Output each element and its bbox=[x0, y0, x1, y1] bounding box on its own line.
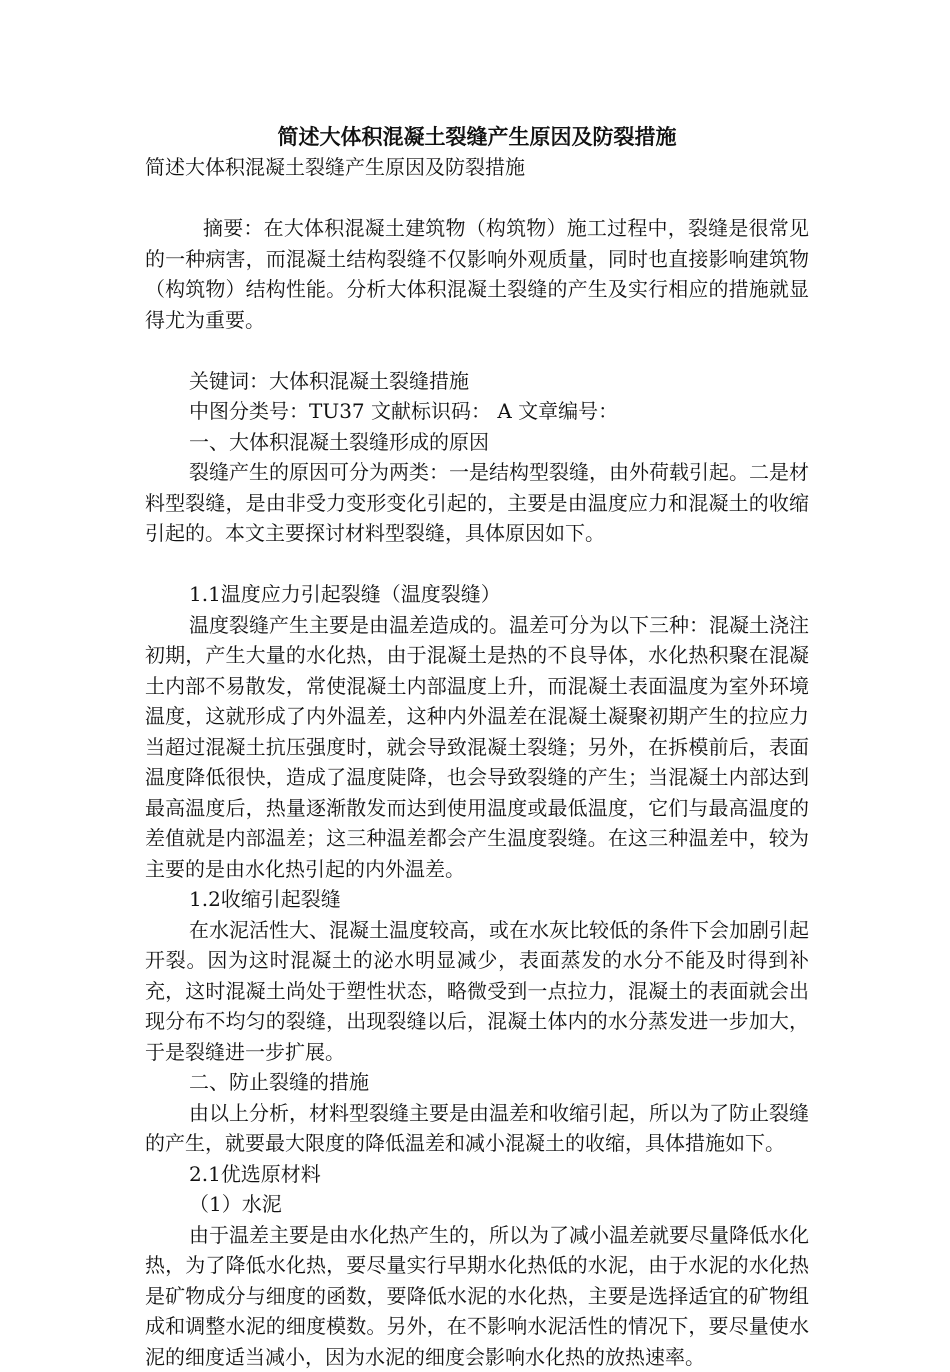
subsection-2-1-heading: 2.1优选原材料 bbox=[145, 1159, 809, 1190]
spacer bbox=[145, 183, 809, 214]
subsection-1-1-heading: 1.1温度应力引起裂缝（温度裂缝） bbox=[145, 579, 809, 610]
cement-heading: （1）水泥 bbox=[145, 1189, 809, 1220]
section-1-heading: 一、大体积混凝土裂缝形成的原因 bbox=[145, 427, 809, 458]
document-body bbox=[145, 122, 809, 1372]
subsection-1-2-paragraph: 在水泥活性大、混凝土温度较高，或在水灰比较低的条件下会加剧引起开裂。因为这时混凝土的泌水明显减少，表面蒸发的水分不能及时得到补充，这时混凝土尚处于塑性状态，略微受到一点拉力，混凝土的表面就会出现分布不均匀的裂缝，出现裂缝以后，混凝土体内的水分蒸发进一步加大，于是裂缝进一步扩展。 bbox=[145, 915, 809, 1068]
keywords-line: 关键词：大体积混凝土裂缝措施 bbox=[145, 366, 809, 397]
section-2-paragraph: 由以上分析，材料型裂缝主要是由温差和收缩引起，所以为了防止裂缝的产生，就要最大限度的降低温差和减小混凝土的收缩，具体措施如下。 bbox=[145, 1098, 809, 1159]
spacer bbox=[145, 549, 809, 580]
cement-paragraph: 由于温差主要是由水化热产生的，所以为了减小温差就要尽量降低水化热，为了降低水化热，要尽量实行早期水化热低的水泥，由于水泥的水化热是矿物成分与细度的函数，要降低水泥的水化热，主要是选择适宜的矿物组成和调整水泥的细度模数。另外，在不影响水泥活性的情况下，要尽量使水泥的细度适当减小，因为水泥的细度会影响水化热的放热速率。 bbox=[145, 1220, 809, 1372]
subsection-1-2-heading: 1.2收缩引起裂缝 bbox=[145, 884, 809, 915]
abstract-paragraph: 摘要：在大体积混凝土建筑物（构筑物）施工过程中，裂缝是很常见的一种病害，而混凝土结构裂缝不仅影响外观质量，同时也直接影响建筑物（构筑物）结构性能。分析大体积混凝土裂缝的产生及实行相应的措施就显得尤为重要。 bbox=[145, 213, 809, 335]
section-1-paragraph: 裂缝产生的原因可分为两类：一是结构型裂缝，由外荷载引起。二是材料型裂缝，是由非受力变形变化引起的，主要是由温度应力和混凝土的收缩引起的。本文主要探讨材料型裂缝，具体原因如下。 bbox=[145, 457, 809, 549]
classification-line: 中图分类号：TU37 文献标识码： A 文章编号： bbox=[145, 396, 809, 427]
document-subtitle: 简述大体积混凝土裂缝产生原因及防裂措施 bbox=[145, 152, 809, 183]
spacer bbox=[145, 335, 809, 366]
section-2-heading: 二、防止裂缝的措施 bbox=[145, 1067, 809, 1098]
document-title: 简述大体积混凝土裂缝产生原因及防裂措施 bbox=[145, 122, 809, 152]
subsection-1-1-paragraph: 温度裂缝产生主要是由温差造成的。温差可分为以下三种：混凝土浇注初期，产生大量的水化热，由于混凝土是热的不良导体，水化热积聚在混凝土内部不易散发，常使混凝土内部温度上升，而混凝土表面温度为室外环境温度，这就形成了内外温差，这种内外温差在混凝土凝聚初期产生的拉应力当超过混凝土抗压强度时，就会导致混凝土裂缝；另外，在拆模前后，表面温度降低很快，造成了温度陡降，也会导致裂缝的产生；当混凝土内部达到最高温度后，热量逐渐散发而达到使用温度或最低温度，它们与最高温度的差值就是内部温差；这三种温差都会产生温度裂缝。在这三种温差中，较为主要的是由水化热引起的内外温差。 bbox=[145, 610, 809, 885]
